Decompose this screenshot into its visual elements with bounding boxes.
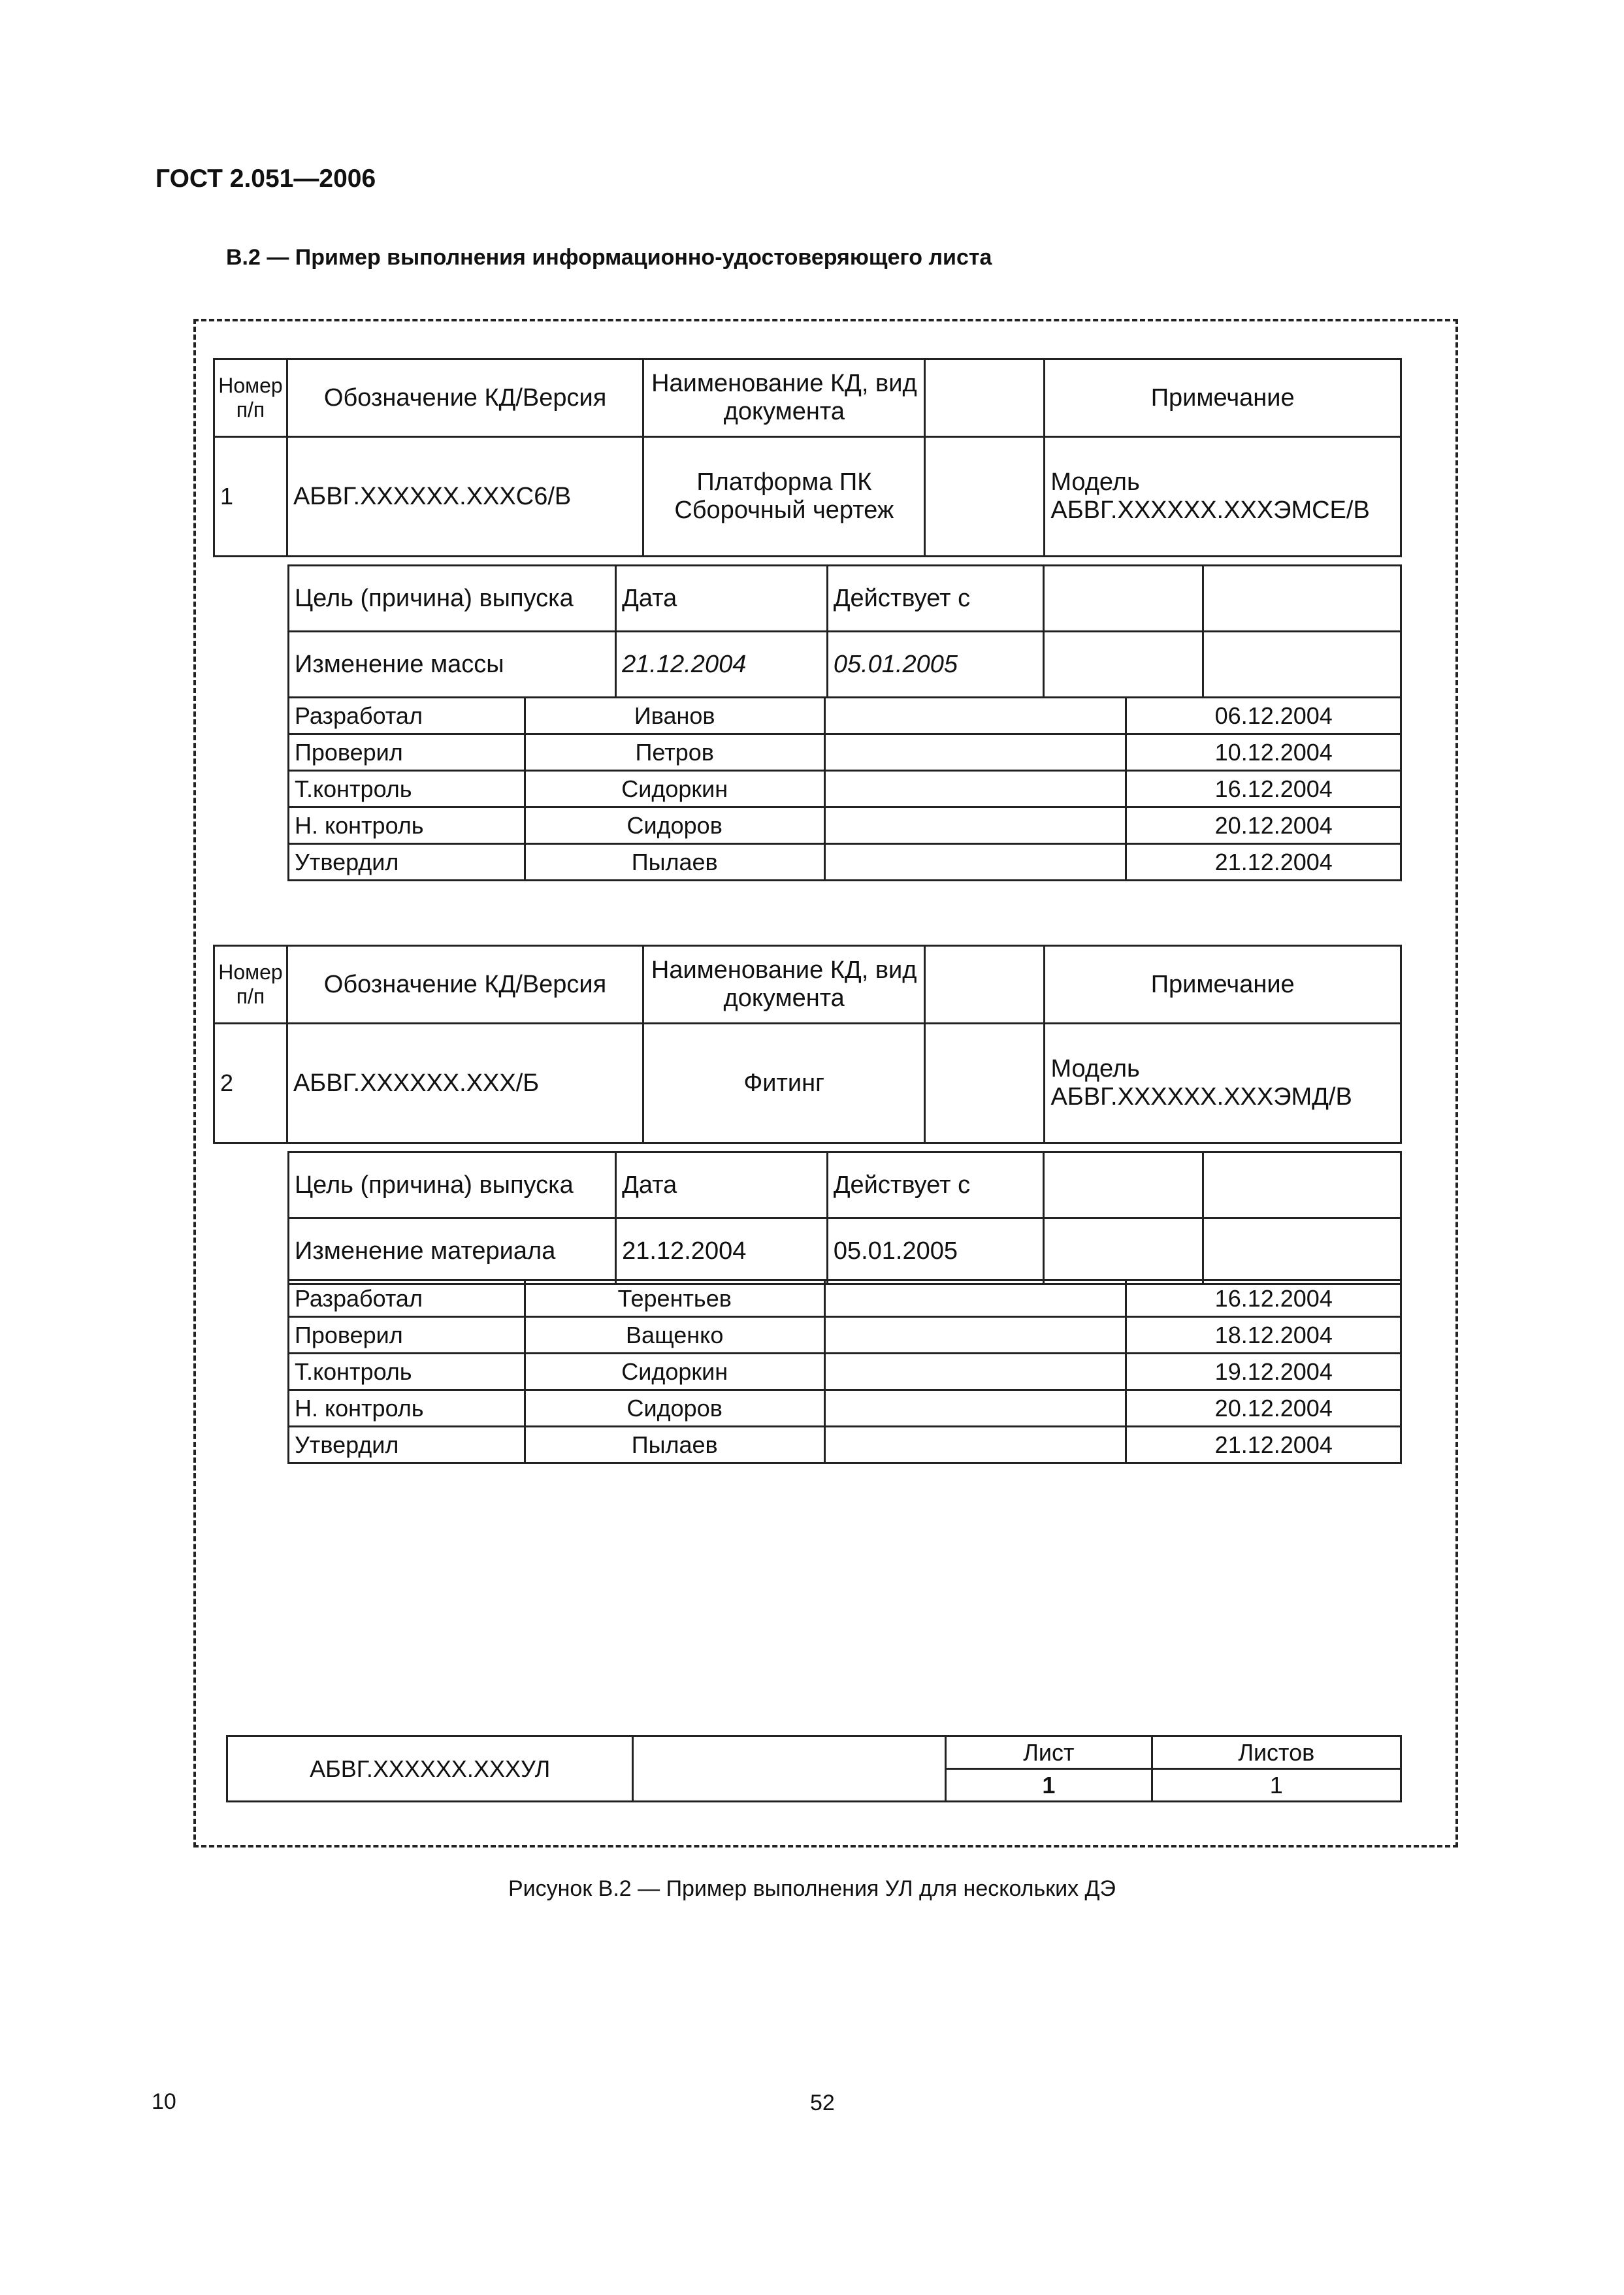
sheets-label: Листов bbox=[1152, 1736, 1401, 1769]
signature-cell bbox=[824, 771, 1126, 807]
signature-date: 20.12.2004 bbox=[1126, 807, 1401, 844]
signature-name: Пылаев bbox=[525, 844, 824, 881]
signature-role: Проверил bbox=[289, 734, 525, 771]
doc2-date: 21.12.2004 bbox=[616, 1218, 828, 1284]
signature-date: 18.12.2004 bbox=[1126, 1317, 1401, 1354]
signature-role: Т.контроль bbox=[289, 771, 525, 807]
signature-name: Ващенко bbox=[525, 1317, 824, 1354]
col-designation-header: Обозначение КД/Версия bbox=[287, 359, 643, 437]
signature-row bbox=[289, 734, 1401, 771]
signature-cell bbox=[824, 698, 1126, 734]
date-header: Дата bbox=[616, 566, 828, 632]
signature-row bbox=[289, 1390, 1401, 1427]
signature-cell bbox=[824, 1317, 1126, 1354]
doc1-purpose: Изменение массы bbox=[289, 632, 616, 698]
effective-header: Действует с bbox=[827, 1152, 1044, 1218]
doc1-signatures-table bbox=[287, 696, 1402, 881]
signature-date: 19.12.2004 bbox=[1126, 1354, 1401, 1390]
figure-caption: Рисунок В.2 — Пример выполнения УЛ для нескольких ДЭ bbox=[508, 1876, 1116, 1901]
doc2-note: Модель АБВГ.XXXXXX.XXXЭМД/В bbox=[1045, 1024, 1401, 1143]
col-name-header: Наименование КД, вид документа bbox=[643, 946, 925, 1024]
doc1-name: Платформа ПК Сборочный чертеж bbox=[643, 437, 925, 557]
empty-cell bbox=[1203, 1218, 1401, 1284]
empty-cell bbox=[1044, 1152, 1203, 1218]
signature-name: Петров bbox=[525, 734, 824, 771]
sheet-label: Лист bbox=[946, 1736, 1152, 1769]
signature-name: Сидоров bbox=[525, 1390, 824, 1427]
col-note-header: Примечание bbox=[1045, 359, 1401, 437]
signature-date: 10.12.2004 bbox=[1126, 734, 1401, 771]
signature-cell bbox=[824, 1427, 1126, 1463]
doc1-purpose-table bbox=[287, 564, 1402, 698]
signature-row bbox=[289, 698, 1401, 734]
doc2-purpose: Изменение материала bbox=[289, 1218, 616, 1284]
signature-name: Сидоров bbox=[525, 807, 824, 844]
sheet-value: 1 bbox=[946, 1769, 1152, 1802]
signature-cell bbox=[824, 1354, 1126, 1390]
empty-cell bbox=[925, 437, 1045, 557]
signature-row bbox=[289, 1354, 1401, 1390]
doc2-effective: 05.01.2005 bbox=[827, 1218, 1044, 1284]
date-header: Дата bbox=[616, 1152, 828, 1218]
signature-row bbox=[289, 771, 1401, 807]
signature-role: Н. контроль bbox=[289, 807, 525, 844]
signature-cell bbox=[824, 807, 1126, 844]
title-block-designation: АБВГ.XXXXXX.XXXУЛ bbox=[227, 1736, 633, 1802]
doc1-designation: АБВГ.XXXXXX.XXXC6/B bbox=[287, 437, 643, 557]
signature-date: 20.12.2004 bbox=[1126, 1390, 1401, 1427]
empty-cell bbox=[1203, 1152, 1401, 1218]
purpose-header: Цель (причина) выпуска bbox=[289, 566, 616, 632]
signature-role: Разработал bbox=[289, 1280, 525, 1317]
signature-role: Т.контроль bbox=[289, 1354, 525, 1390]
col-name-header: Наименование КД, вид документа bbox=[643, 359, 925, 437]
empty-cell bbox=[1044, 632, 1203, 698]
signature-cell bbox=[824, 734, 1126, 771]
empty-cell bbox=[925, 359, 1045, 437]
signature-date: 16.12.2004 bbox=[1126, 771, 1401, 807]
signature-date: 16.12.2004 bbox=[1126, 1280, 1401, 1317]
empty-cell bbox=[1203, 632, 1401, 698]
signature-cell bbox=[824, 1280, 1126, 1317]
doc1-header-table bbox=[213, 358, 1402, 557]
title-block bbox=[226, 1735, 1402, 1802]
sheets-value: 1 bbox=[1152, 1769, 1401, 1802]
empty-cell bbox=[633, 1736, 946, 1802]
signature-role: Утвердил bbox=[289, 1427, 525, 1463]
standard-title: ГОСТ 2.051—2006 bbox=[155, 165, 376, 193]
signature-row bbox=[289, 1317, 1401, 1354]
empty-cell bbox=[1203, 566, 1401, 632]
signature-row bbox=[289, 1280, 1401, 1317]
signature-name: Пылаев bbox=[525, 1427, 824, 1463]
doc2-number: 2 bbox=[214, 1024, 287, 1143]
signature-role: Утвердил bbox=[289, 844, 525, 881]
col-note-header: Примечание bbox=[1045, 946, 1401, 1024]
signature-cell bbox=[824, 844, 1126, 881]
purpose-header: Цель (причина) выпуска bbox=[289, 1152, 616, 1218]
doc2-name: Фитинг bbox=[643, 1024, 925, 1143]
signature-row bbox=[289, 1427, 1401, 1463]
signature-date: 06.12.2004 bbox=[1126, 698, 1401, 734]
doc2-header-table bbox=[213, 945, 1402, 1144]
col-num-header: Номер п/п bbox=[214, 946, 287, 1024]
doc1-number: 1 bbox=[214, 437, 287, 557]
signature-date: 21.12.2004 bbox=[1126, 1427, 1401, 1463]
signature-role: Проверил bbox=[289, 1317, 525, 1354]
signature-name: Терентьев bbox=[525, 1280, 824, 1317]
doc1-note: Модель АБВГ.XXXXXX.XXXЭМСЕ/В bbox=[1045, 437, 1401, 557]
doc1-effective: 05.01.2005 bbox=[827, 632, 1044, 698]
doc2-signatures-table bbox=[287, 1279, 1402, 1464]
signature-row bbox=[289, 807, 1401, 844]
signature-name: Иванов bbox=[525, 698, 824, 734]
signature-cell bbox=[824, 1390, 1126, 1427]
signature-row bbox=[289, 844, 1401, 881]
doc1-date: 21.12.2004 bbox=[616, 632, 828, 698]
effective-header: Действует с bbox=[827, 566, 1044, 632]
section-subtitle: В.2 — Пример выполнения информационно-удостоверяющего листа bbox=[226, 245, 992, 270]
empty-cell bbox=[1044, 1218, 1203, 1284]
empty-cell bbox=[1044, 566, 1203, 632]
doc2-purpose-table bbox=[287, 1151, 1402, 1285]
signature-name: Сидоркин bbox=[525, 1354, 824, 1390]
empty-cell bbox=[925, 946, 1045, 1024]
signature-name: Сидоркин bbox=[525, 771, 824, 807]
empty-cell bbox=[925, 1024, 1045, 1143]
signature-role: Разработал bbox=[289, 698, 525, 734]
signature-date: 21.12.2004 bbox=[1126, 844, 1401, 881]
doc2-designation: АБВГ.XXXXXX.XXX/Б bbox=[287, 1024, 643, 1143]
col-num-header: Номер п/п bbox=[214, 359, 287, 437]
page-number-left: 10 bbox=[152, 2089, 176, 2114]
signature-role: Н. контроль bbox=[289, 1390, 525, 1427]
col-designation-header: Обозначение КД/Версия bbox=[287, 946, 643, 1024]
page-number-center: 52 bbox=[810, 2091, 835, 2115]
